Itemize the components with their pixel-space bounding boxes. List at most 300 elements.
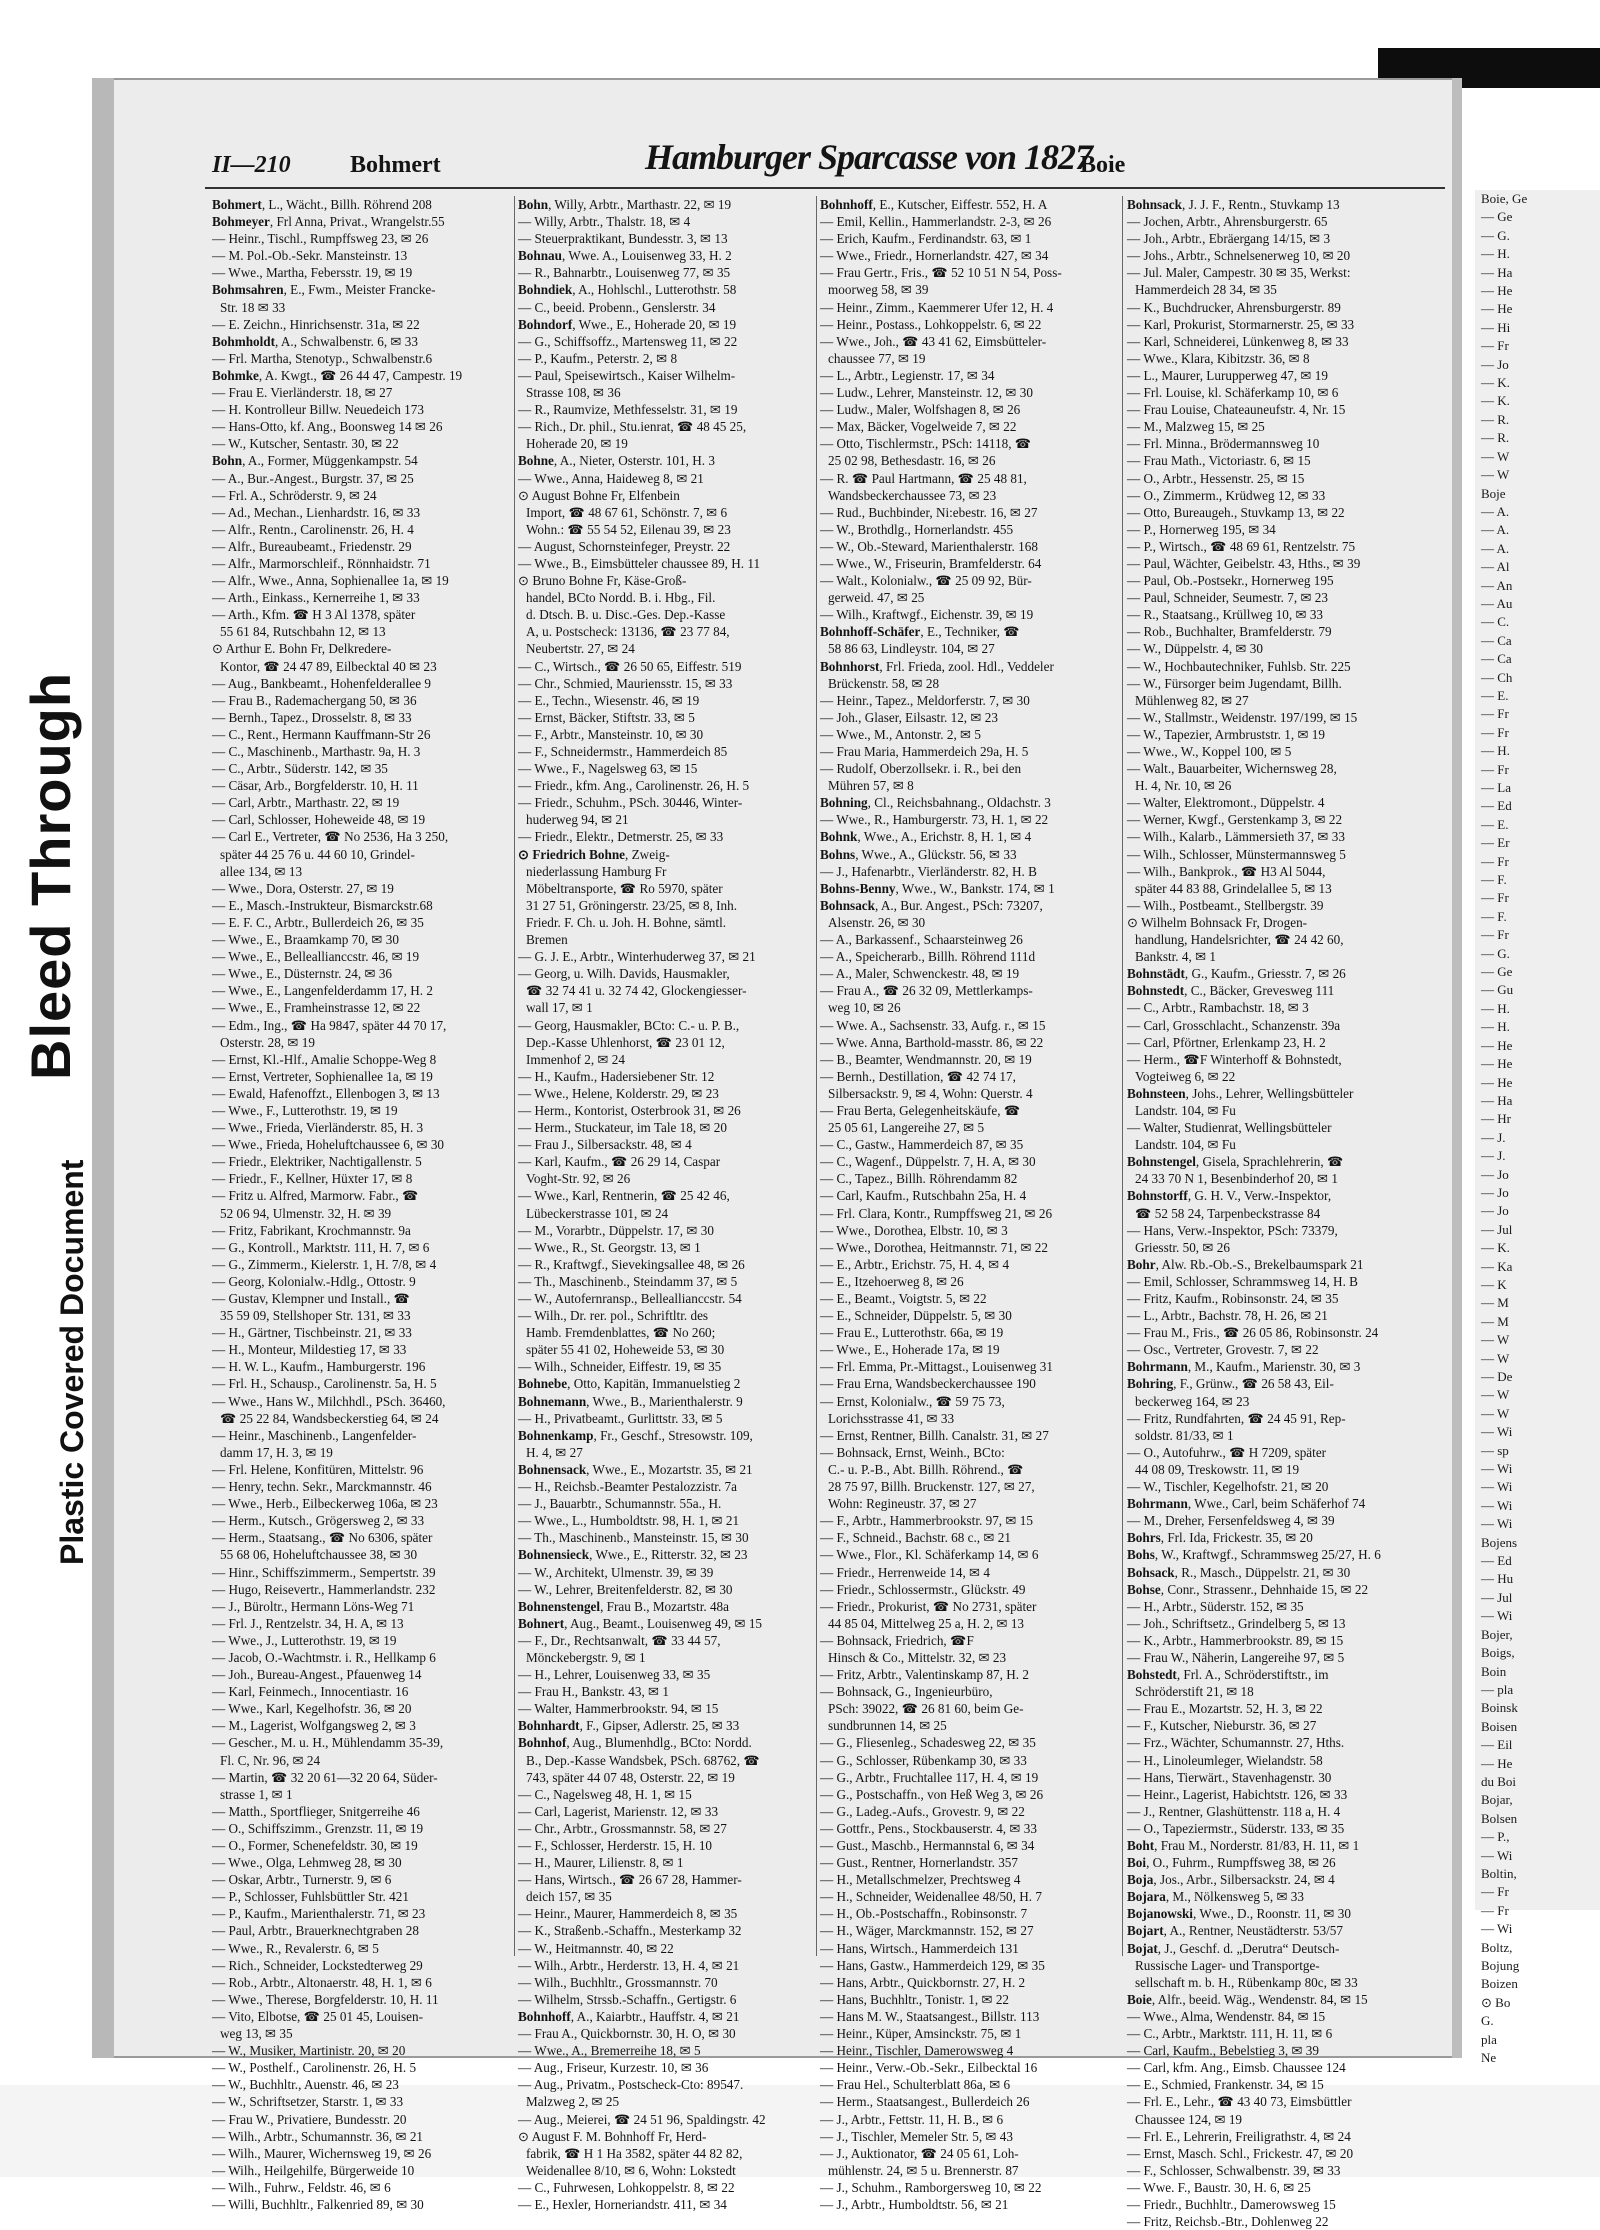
header-rule (205, 187, 1445, 189)
directory-entry-line: Möbeltransporte, ☎ Ro 5970, später (526, 880, 723, 896)
next-page-line: — F. (1481, 908, 1507, 924)
directory-entry-line: Bohnhardt, F., Gipser, Adlerstr. 25, ✉ 33 (518, 1718, 740, 1734)
directory-entry-line: Bojanowski, Wwe., D., Roonstr. 11, ✉ 30 (1127, 1906, 1351, 1922)
next-page-line: Boie, Ge (1481, 191, 1528, 206)
next-page-line: — H. (1481, 743, 1510, 759)
directory-entry-line: — G., Schlosser, Rübenkamp 30, ✉ 33 (820, 1752, 1027, 1768)
directory-entry-line: — Frz., Wächter, Schumannstr. 27, Hths. (1127, 1735, 1345, 1751)
directory-entry-line: Osterstr. 28, ✉ 19 (220, 1034, 315, 1050)
directory-entry-line: 55 68 06, Hoheluftchaussee 38, ✉ 30 (220, 1547, 418, 1563)
directory-entry-line: mühlenstr. 24, ✉ 5 u. Brennerstr. 87 (828, 2162, 1019, 2178)
directory-entry-line: — H., Arbtr., Süderstr. 152, ✉ 35 (1127, 1598, 1304, 1614)
directory-entry-line: später 44 25 76 u. 44 60 10, Grindel- (220, 846, 415, 862)
directory-entry-line: Lorichsstrasse 41, ✉ 33 (828, 1410, 955, 1426)
directory-entry-line: — Oskar, Arbtr., Turnerstr. 9, ✉ 6 (212, 1872, 392, 1888)
directory-entry-line: — Frl. J., Rentzelstr. 34, H. A, ✉ 13 (212, 1615, 404, 1631)
directory-entry-line: — Frau E., Mozartstr. 52, H. 3, ✉ 22 (1127, 1701, 1323, 1717)
directory-entry-line: Voght-Str. 92, ✉ 26 (526, 1171, 631, 1187)
directory-entry-line: — Walt., Bauarbeiter, Wichernsweg 28, (1127, 761, 1337, 777)
directory-entry-line: — Arth., Einkass., Kernerreihe 1, ✉ 33 (212, 590, 420, 606)
next-page-line: — J. (1481, 1148, 1506, 1164)
directory-entry-line: 25 05 61, Langereihe 27, ✉ 5 (828, 1120, 985, 1136)
directory-entry-line: Bohmert, L., Wächt., Billh. Röhrend 208 (212, 197, 432, 212)
directory-entry-line: — Ernst, Bäcker, Stiftstr. 33, ✉ 5 (518, 709, 695, 725)
directory-entry-line: — Frl. Clara, Kontr., Rumpffsweg 21, ✉ 26 (820, 1205, 1053, 1221)
directory-entry-line: — H., Gärtner, Tischbeinstr. 21, ✉ 33 (212, 1325, 412, 1341)
directory-entry-line: 25 02 98, Bethesdastr. 16, ✉ 26 (828, 453, 996, 469)
directory-entry-line: — Wwe., Dorothea, Elbstr. 10, ✉ 3 (820, 1222, 1008, 1238)
directory-entry-line: — E. F. C., Arbtr., Bullerdeich 26, ✉ 35 (212, 914, 424, 930)
directory-entry-line: Bojart, A., Rentner, Neustädterstr. 53/57 (1127, 1923, 1343, 1939)
directory-entry-line: später 55 41 02, Hoheweide 53, ✉ 30 (526, 1342, 725, 1358)
directory-entry-line: Bohr, Alw. Rb.-Ob.-S., Brekelbaumspark 21 (1127, 1256, 1364, 1272)
directory-entry-line: — Wwe., R., Hamburgerstr. 73, H. 1, ✉ 22 (820, 812, 1049, 828)
directory-entry-line: sellschaft m. b. H., Rübenkamp 80c, ✉ 33 (1135, 1974, 1358, 1990)
next-page-line: — De (1481, 1369, 1513, 1384)
directory-entry-line: 31 27 51, Gröningerstr. 23/25, ✉ 8, Inh. (526, 897, 738, 913)
directory-entry-line: — Gustav, Klempner und Install., ☎ (212, 1291, 410, 1306)
directory-entry-line: — Frau M., Fris., ☎ 26 05 86, Robinsonstr. 24 (1127, 1325, 1379, 1341)
directory-entry-line: Mühren 57, ✉ 8 (828, 778, 914, 794)
directory-entry-line: — O., Former, Schenefeldstr. 30, ✉ 19 (212, 1838, 418, 1853)
directory-entry-line: — Friedr., F., Kellner, Hüxter 17, ✉ 8 (212, 1171, 413, 1187)
page-gutter-left (92, 78, 114, 2058)
directory-entry-line: niederlassung Hamburg Fr (526, 863, 667, 879)
directory-entry-line: — W., Brothdlg., Hornerlandstr. 455 (820, 521, 1014, 537)
directory-entry-line: weg 10, ✉ 26 (828, 1000, 901, 1016)
directory-entry-line: — Ernst, Rentner, Billh. Canalstr. 31, ✉ 27 (820, 1427, 1049, 1443)
directory-entry-line: — G., Zimmerm., Kielerstr. 1, H. 7/8, ✉ 4 (212, 1256, 437, 1272)
next-page-line: — He (1481, 1074, 1513, 1090)
directory-entry-line: — Karl, Schneiderei, Lünkenweg 8, ✉ 33 (1127, 333, 1349, 349)
directory-entry-line: — Fritz, Arbtr., Valentinskamp 87, H. 2 (820, 1667, 1029, 1683)
directory-entry-line: — E., Beamt., Voigtstr. 5, ✉ 22 (820, 1291, 987, 1306)
next-page-line: — E. (1481, 687, 1509, 703)
directory-entry-line: Import, ☎ 48 67 61, Schönstr. 7, ✉ 6 (526, 504, 728, 520)
next-page-line: — He (1481, 301, 1513, 317)
directory-entry-line: — Wilh., Dr. rer. pol., Schriftltr. des (518, 1308, 709, 1324)
directory-entry-line: B., Dep.-Kasse Wandsbek, PSch. 68762, ☎ (526, 1752, 760, 1768)
directory-entry-line: — C., Arbtr., Marktstr. 111, H. 11, ✉ 6 (1127, 2026, 1333, 2042)
directory-entry-line: — Aug., Privatm., Postscheck-Cto: 89547. (518, 2077, 744, 2093)
directory-entry-line: Bohnhoff-Schäfer, E., Techniker, ☎ (820, 624, 1020, 640)
directory-entry-line: — Wwe., E., Braamkamp 70, ✉ 30 (212, 932, 399, 948)
directory-entry-line: — H. W. L., Kaufm., Hamburgerstr. 196 (212, 1359, 426, 1375)
directory-entry-line: allee 134, ✉ 13 (220, 863, 303, 879)
directory-entry-line: — O., Zimmerm., Krüdweg 12, ✉ 33 (1127, 487, 1326, 503)
directory-entry-line: Bohnensack, Wwe., E., Mozartstr. 35, ✉ 21 (518, 1461, 753, 1477)
next-page-line: — A. (1481, 522, 1510, 538)
directory-entry-line: Bohs, W., Kraftwgf., Schrammsweg 25/27, H. 6 (1127, 1547, 1381, 1563)
directory-entry-line: — Friedr., Elektriker, Nachtigallenstr. 5 (212, 1154, 422, 1170)
directory-entry-line: — Wwe., J., Lutterothstr. 19, ✉ 19 (212, 1632, 397, 1648)
next-page-line: — W (1481, 1332, 1510, 1348)
directory-entry-line: — Heinr., Postass., Lohkoppelstr. 6, ✉ 22 (820, 316, 1042, 332)
directory-entry-line: — P., Kaufm., Peterstr. 2, ✉ 8 (518, 350, 678, 366)
directory-entry-line: — L., Maurer, Lurupperweg 47, ✉ 19 (1127, 367, 1328, 383)
directory-entry-line: — K., Buchdrucker, Ahrensburgerstr. 89 (1127, 299, 1341, 315)
next-page-line: — An (1481, 577, 1513, 593)
directory-entry-line: — Wwe., Herb., Eilbeckerweg 106a, ✉ 23 (212, 1496, 438, 1512)
directory-entry-line: — Wwe., Helene, Kolderstr. 29, ✉ 23 (518, 1085, 719, 1101)
directory-entry-line: — L., Arbtr., Legienstr. 17, ✉ 34 (820, 367, 995, 383)
directory-entry-line: — C., Fuhrwesen, Lohkoppelstr. 8, ✉ 22 (518, 2179, 735, 2195)
directory-entry-line: — Bernh., Tapez., Drosselstr. 8, ✉ 33 (212, 709, 412, 725)
directory-entry-line: — Johs., Arbtr., Schnelsenerweg 10, ✉ 20 (1127, 248, 1351, 264)
directory-entry-line: Bohne, A., Nieter, Osterstr. 101, H. 3 (518, 453, 715, 469)
directory-entry-line: — P., Schlosser, Fuhlsbüttler Str. 421 (212, 1889, 409, 1905)
directory-entry-line: — Wwe., F., Nagelsweg 63, ✉ 15 (518, 761, 698, 777)
directory-entry-line: — Ad., Mechan., Lienhardstr. 16, ✉ 33 (212, 504, 421, 520)
directory-entry-line: — Steuerpraktikant, Bundesstr. 3, ✉ 13 (518, 231, 728, 247)
directory-entry-line: — Alfr., Rentn., Carolinenstr. 26, H. 4 (212, 521, 414, 537)
directory-entry-line: ⊙ August F. M. Bohnhoff Fr, Herd- (518, 2128, 707, 2144)
directory-entry-line: — E., Masch.-Instrukteur, Bismarckstr.68 (212, 897, 433, 913)
next-page-line: du Boi (1481, 1773, 1517, 1789)
directory-entry-line: beckerweg 164, ✉ 23 (1135, 1393, 1250, 1409)
directory-entry-line: Boi, O., Fuhrm., Rumpffsweg 38, ✉ 26 (1127, 1855, 1336, 1871)
directory-entry-line: — Hans, Arbtr., Quickbornstr. 27, H. 2 (820, 1974, 1026, 1990)
directory-entry-line: — Wwe., L., Humboldtstr. 98, H. 1, ✉ 21 (518, 1513, 740, 1529)
directory-entry-line: Bohnhof, Aug., Blumenhdlg., BCto: Nordd. (518, 1735, 752, 1751)
directory-entry-line: Bankstr. 4, ✉ 1 (1135, 949, 1217, 965)
directory-entry-line: Bohndiek, A., Hohlschl., Lutterothstr. 58 (518, 282, 737, 298)
directory-entry-line: — Frau Math., Victoriastr. 6, ✉ 15 (1127, 453, 1311, 469)
directory-entry-line: — H., Privatbeamt., Gurlittstr. 33, ✉ 5 (518, 1410, 723, 1426)
directory-entry-line: — August, Schornsteinfeger, Preystr. 22 (518, 538, 731, 554)
directory-entry-line: — Friedr., Prokurist, ☎ No 2731, später (820, 1598, 1037, 1614)
directory-entry-line: — Karl, Kaufm., ☎ 26 29 14, Caspar (518, 1154, 721, 1170)
next-page-line: — Hi (1481, 319, 1511, 335)
directory-entry-line: PSch: 39022, ☎ 26 81 60, beim Ge- (828, 1701, 1024, 1717)
next-page-line: — Eil (1481, 1737, 1513, 1753)
directory-entry-line: — P., Hornerweg 195, ✉ 34 (1127, 521, 1276, 537)
next-page-line: Boizen (1481, 1976, 1518, 1992)
directory-entry-line: — Friedr., Schuhm., PSch. 30446, Winter- (518, 795, 743, 811)
directory-entry-line: Hoherade 20, ✉ 19 (526, 436, 628, 452)
directory-entry-line: — Jochen, Arbtr., Ahrensburgerstr. 65 (1127, 214, 1328, 230)
directory-entry-line: — Wwe., Hans W., Milchhdl., PSch. 36460, (212, 1393, 446, 1409)
directory-entry-line: — Gust., Maschb., Hermannstal 6, ✉ 34 (820, 1838, 1035, 1853)
directory-entry-line: ⊙ August Bohne Fr, Elfenbein (518, 487, 680, 503)
directory-entry-line: — K., Straßenb.-Schaffn., Mesterkamp 32 (518, 1923, 742, 1939)
directory-entry-line: — W., Düppelstr. 4, ✉ 30 (1127, 641, 1263, 657)
next-page-line: — He (1481, 1037, 1513, 1053)
directory-entry-line: — F., Schneid., Bachstr. 68 c., ✉ 21 (820, 1530, 1011, 1546)
next-page-line: — Fr (1481, 1884, 1509, 1900)
directory-entry-line: — Wilh., Arbtr., Herderstr. 13, H. 4, ✉ 21 (518, 1957, 740, 1973)
directory-entry-line: — Frau B., Rademachergang 50, ✉ 36 (212, 692, 417, 708)
directory-entry-line: — Hans, Buchhltr., Tonistr. 1, ✉ 22 (820, 1991, 1010, 2007)
directory-entry-line: Bohsack, R., Masch., Düppelstr. 21, ✉ 30 (1127, 1564, 1351, 1580)
directory-entry-line: — Friedr., Herrenweide 14, ✉ 4 (820, 1564, 990, 1580)
directory-entry-line: — Walter, Elektromont., Düppelstr. 4 (1127, 795, 1325, 811)
directory-entry-line: — Wwe., Martha, Febersstr. 19, ✉ 19 (212, 265, 413, 281)
directory-entry-line: — Cäsar, Arb., Borgfelderstr. 10, H. 11 (212, 778, 419, 794)
next-page-line: — H. (1481, 246, 1510, 262)
directory-entry-line: — Alfr., Marmorschleif., Rönnhaidstr. 71 (212, 555, 431, 571)
directory-entry-line: Bohnsack, J. J. F., Rentn., Stuvkamp 13 (1127, 197, 1340, 212)
directory-entry-line: Bohmholdt, A., Schwalbenstr. 6, ✉ 33 (212, 333, 418, 349)
next-page-line: — La (1481, 780, 1511, 795)
directory-entry-line: — Frau E., Lutterothstr. 66a, ✉ 19 (820, 1325, 1004, 1341)
directory-entry-line: H. 4, ✉ 27 (526, 1444, 583, 1460)
directory-entry-line: — M., Lagerist, Wolfgangsweg 2, ✉ 3 (212, 1718, 416, 1734)
directory-entry-line: — Ludw., Maler, Wolfshagen 8, ✉ 26 (820, 402, 1021, 418)
directory-entry-line: — R., Raumvize, Methfesselstr. 31, ✉ 19 (518, 402, 738, 418)
next-page-line: — Hu (1481, 1571, 1514, 1587)
directory-entry-line: — Walter, Studienrat, Wellingsbütteler (1127, 1120, 1332, 1136)
directory-entry-line: — Rudolf, Oberzollsekr. i. R., bei den (820, 761, 1022, 777)
directory-entry-line: — Fritz, Fabrikant, Krochmannstr. 9a (212, 1222, 411, 1238)
directory-entry-line: — Wwe., E., Hoherade 17a, ✉ 19 (820, 1342, 1000, 1358)
directory-entry-line: Landstr. 104, ✉ Fu (1135, 1102, 1236, 1118)
next-page-line: — W (1481, 448, 1510, 464)
directory-entry-line: — Bohnsack, Friedrich, ☎F (820, 1632, 974, 1648)
directory-entry-line: — Ernst, Kl.-Hlf., Amalie Schoppe-Weg 8 (212, 1051, 437, 1067)
directory-entry-line: — Wwe. Anna, Barthold-masstr. 86, ✉ 22 (820, 1034, 1044, 1050)
directory-entry-line: — J., Hafenarbtr., Vierländerstr. 82, H. B (820, 863, 1037, 879)
next-page-line: Boisen (1481, 1718, 1518, 1734)
directory-entry-line: — H., Kaufm., Hadersiebener Str. 12 (518, 1068, 715, 1084)
directory-entry-line: — C., Tapez., Billh. Röhrendamm 82 (820, 1171, 1018, 1187)
next-page-line: — sp (1481, 1442, 1509, 1458)
next-page-line: Boin (1481, 1663, 1507, 1679)
directory-entry-line: — Wwe., Klara, Kibitzstr. 36, ✉ 8 (1127, 350, 1310, 366)
directory-entry-line: — Werner, Kwgf., Gerstenkamp 3, ✉ 22 (1127, 812, 1343, 828)
directory-entry-line: huderweg 94, ✉ 21 (526, 812, 629, 828)
directory-entry-line: chaussee 77, ✉ 19 (828, 350, 926, 366)
directory-entry-line: ☎ 32 74 41 u. 32 74 42, Glockengiesser- (526, 983, 747, 999)
directory-entry-line: deich 157, ✉ 35 (526, 1889, 612, 1905)
directory-entry-line: — Joh., Bureau-Angest., Pfauenweg 14 (212, 1667, 422, 1683)
directory-entry-line: — Max, Bäcker, Vogelweide 7, ✉ 22 (820, 419, 1017, 435)
directory-entry-line: — Heinr., Maurer, Hammerdeich 8, ✉ 35 (518, 1906, 738, 1922)
next-page-line: — Au (1481, 595, 1513, 611)
directory-entry-line: — P., Kaufm., Marienthalerstr. 71, ✉ 23 (212, 1906, 426, 1922)
directory-entry-line: — H., Reichsb.-Beamter Pestalozzistr. 7a (518, 1479, 738, 1495)
directory-entry-line: Bohnsteen, Johs., Lehrer, Wellingsbütteler (1127, 1085, 1354, 1101)
directory-entry-line: Bohnau, Wwe. A., Louisenweg 33, H. 2 (518, 248, 732, 264)
directory-entry-line: — J., Schuhm., Ramborgersweg 10, ✉ 22 (820, 2179, 1042, 2195)
directory-entry-line: — A., Speicherarb., Billh. Röhrend 111d (820, 949, 1036, 965)
directory-entry-line: — Wwe., M., Antonstr. 2, ✉ 5 (820, 726, 981, 742)
directory-entry-line: Bojat, J., Geschf. d. „Derutra“ Deutsch- (1127, 1940, 1340, 1956)
directory-entry-line: — Karl, Feinmech., Innocentiastr. 16 (212, 1684, 409, 1700)
directory-entry-line: wall 17, ✉ 1 (526, 1000, 593, 1016)
directory-entry-line: — Wilh., Kraftwgf., Eichenstr. 39, ✉ 19 (820, 607, 1034, 623)
directory-entry-line: — J., Tischler, Memeler Str. 5, ✉ 43 (820, 2128, 1013, 2144)
directory-entry-line: — Heinr., Tischl., Rumpffsweg 23, ✉ 26 (212, 231, 429, 247)
directory-entry-line: Wohn: Regineustr. 37, ✉ 27 (828, 1496, 977, 1512)
directory-entry-line: Bohse, Conr., Strassenr., Dehnhaide 15, ✉ 22 (1127, 1581, 1369, 1597)
directory-entry-line: — Willy, Arbtr., Thalstr. 18, ✉ 4 (518, 214, 691, 230)
directory-entry-line: Bohning, Cl., Reichsbahnang., Oldachstr. 3 (820, 795, 1051, 811)
directory-entry-line: — Karl, Prokurist, Stormarnerstr. 25, ✉ 33 (1127, 316, 1355, 332)
directory-entry-line: — Frl. Helene, Konfitüren, Mittelstr. 96 (212, 1461, 424, 1477)
directory-entry-line: — Wwe., R., Revalerstr. 6, ✉ 5 (212, 1940, 379, 1956)
directory-entry-line: — Wilh., Schlosser, Münstermannsweg 5 (1127, 846, 1346, 862)
directory-entry-line: — Carl E., Vertreter, ☎ No 2536, Ha 3 250, (212, 829, 449, 845)
directory-entry-line: moorweg 58, ✉ 39 (828, 282, 929, 298)
directory-entry-line: Bohn, A., Former, Müggenkampstr. 54 (212, 453, 418, 469)
directory-entry-line: — Frau Louise, Chateauneufstr. 4, Nr. 15 (1127, 402, 1346, 418)
directory-entry-line: Boie, Alfr., beeid. Wäg., Wendenstr. 84, ✉ 15 (1127, 1991, 1368, 2007)
directory-entry-line: — Hans, Wirtsch., Hammerdeich 131 (820, 1940, 1019, 1956)
directory-entry-line: Bohnstedt, C., Bäcker, Grevesweg 111 (1127, 983, 1335, 999)
directory-entry-line: — Martin, ☎ 32 20 61—32 20 64, Süder- (212, 1769, 438, 1785)
directory-entry-line: — Wilh., Arbtr., Schumannstr. 36, ✉ 21 (212, 2128, 424, 2144)
directory-entry-line: — Chr., Arbtr., Grossmannstr. 58, ✉ 27 (518, 1820, 727, 1836)
directory-entry-line: — R., Kraftwgf., Sievekingsallee 48, ✉ 26 (518, 1256, 745, 1272)
directory-entry-line: — Walt., Kolonialw., ☎ 25 09 92, Bür- (820, 573, 1032, 589)
directory-entry-line: ⊙ Friedrich Bohne, Zweig- (518, 846, 670, 862)
directory-entry-line: — Frau H., Bankstr. 43, ✉ 1 (518, 1684, 669, 1700)
directory-entry-line: — Wwe., A., Bremerreihe 18, ✉ 5 (518, 2043, 701, 2059)
directory-entry-line: Brückenstr. 58, ✉ 28 (828, 675, 940, 691)
directory-entry-line: — W., Heitmannstr. 40, ✉ 22 (518, 1940, 674, 1956)
directory-entry-line: Landstr. 104, ✉ Fu (1135, 1137, 1236, 1153)
directory-entry-line: — Friedr., Schlossermstr., Glückstr. 49 (820, 1581, 1026, 1597)
directory-entry-line: — Hans, Verw.-Inspektor, PSch: 73379, (1127, 1222, 1338, 1238)
next-page-line: Bojar, (1481, 1792, 1513, 1808)
next-page-line: — Wi (1481, 1921, 1513, 1937)
directory-entry-line: — H., Ob.-Postschaffn., Robinsonstr. 7 (820, 1906, 1028, 1922)
directory-entry-line: — Henry, techn. Sekr., Marckmannstr. 46 (212, 1479, 432, 1495)
directory-entry-line: Wohn.: ☎ 55 54 52, Eilenau 39, ✉ 23 (526, 521, 731, 537)
directory-entry-line: Mönckebergstr. 9, ✉ 1 (526, 1649, 646, 1665)
column-divider (1122, 196, 1123, 1956)
next-page-line: — Er (1481, 835, 1510, 851)
directory-entry-line: — Frl. Martha, Stenotyp., Schwalbenstr.6 (212, 350, 433, 366)
directory-entry-line: — Frau Gertr., Fris., ☎ 52 10 51 N 54, Poss- (820, 265, 1062, 281)
directory-entry-line: — Heinr., Tischler, Damerowsweg 4 (820, 2043, 1014, 2059)
directory-entry-line: d. Dtsch. B. u. Disc.-Ges. Dep.-Kasse (526, 607, 726, 623)
directory-entry-line: — Alfr., Bureaubeamt., Friedenstr. 29 (212, 538, 412, 554)
directory-entry-line: — Carl, Kaufm., Bebelstieg 3, ✉ 39 (1127, 2043, 1319, 2059)
directory-entry-line: Mühlenweg 82, ✉ 27 (1135, 692, 1249, 708)
directory-entry-line: Str. 18 ✉ 33 (220, 299, 286, 315)
directory-entry-line: — Carl, Arbtr., Marthastr. 22, ✉ 19 (212, 795, 400, 811)
directory-entry-line: — Paul, Speisewirtsch., Kaiser Wilhelm- (518, 367, 736, 383)
directory-entry-line: — M., Dreher, Fersenfeldsweg 4, ✉ 39 (1127, 1513, 1335, 1529)
directory-entry-line: Boja, Jos., Arbr., Silbersackstr. 24, ✉ 4 (1127, 1872, 1335, 1888)
directory-entry-line: — O., Arbtr., Hessenstr. 25, ✉ 15 (1127, 470, 1305, 486)
next-page-line: — Wi (1481, 1461, 1513, 1477)
directory-entry-line: — O., Autofuhrw., ☎ H 7209, später (1127, 1444, 1327, 1460)
next-page-line: — pla (1481, 1681, 1514, 1697)
directory-entry-line: — Frau A., ☎ 26 32 09, Mettlerkamps- (820, 983, 1033, 999)
directory-entry-line: Bohnsack, A., Bur. Angest., PSch: 73207, (820, 897, 1043, 913)
directory-entry-line: — Wilhelm, Strssb.-Schaffn., Gertigstr. 6 (518, 1991, 737, 2007)
next-page-line: pla (1481, 2031, 1497, 2047)
next-page-line: — H. (1481, 1000, 1510, 1016)
next-page-line: Boje (1481, 485, 1506, 501)
directory-entry-line: handlung, Handelsrichter, ☎ 24 42 60, (1135, 932, 1344, 948)
directory-entry-line: — Wwe., E., Düsternstr. 24, ✉ 36 (212, 966, 393, 982)
directory-entry-line: — M., Malzweg 15, ✉ 25 (1127, 419, 1265, 435)
directory-entry-line: — Frl. E., Lehr., ☎ 43 40 73, Eimsbüttler (1127, 2094, 1352, 2110)
directory-entry-line: — Joh., Arbtr., Ebräergang 14/15, ✉ 3 (1127, 231, 1331, 247)
directory-entry-line: — Wilh., Buchhltr., Grossmannstr. 70 (518, 1974, 718, 1990)
directory-entry-line: — Wilh., Bankprok., ☎ H3 Al 5044, (1127, 863, 1326, 879)
directory-entry-line: — Hans, Tierwärt., Stavenhagenstr. 30 (1127, 1769, 1332, 1785)
directory-entry-line: 35 59 09, Stellshoper Str. 131, ✉ 33 (220, 1308, 411, 1324)
directory-entry-line: Neubertstr. 27, ✉ 24 (526, 641, 635, 657)
directory-entry-line: weg 13, ✉ 35 (220, 2026, 293, 2042)
next-page-line: Bojens (1481, 1534, 1518, 1550)
directory-entry-line: — G., Kontroll., Marktstr. 111, H. 7, ✉ 6 (212, 1239, 430, 1255)
directory-entry-line: — G., Schiffsoffz., Martensweg 11, ✉ 22 (518, 333, 738, 349)
directory-entry-line: — Frau Maria, Hammerdeich 29a, H. 5 (820, 744, 1029, 759)
directory-entry-line: — Rich., Schneider, Lockstedterweg 29 (212, 1957, 423, 1973)
directory-entry-line: — Carl, Grosschlacht., Schanzenstr. 39a (1127, 1017, 1341, 1033)
directory-entry-line: — Erich, Kaufm., Ferdinandstr. 63, ✉ 1 (820, 231, 1032, 247)
directory-entry-line: — F., Schlosser, Schwalbenstr. 39, ✉ 33 (1127, 2162, 1341, 2178)
directory-entry-line: Bohnhorst, Frl. Frieda, zool. Hdl., Veddeler (820, 658, 1054, 674)
directory-entry-line: — R., Staatsang., Krüllweg 10, ✉ 33 (1127, 607, 1324, 623)
directory-entry-line: ☎ 52 58 24, Tarpenbeckstrasse 84 (1135, 1205, 1321, 1221)
directory-entry-line: — F., Schlosser, Herderstr. 15, H. 10 (518, 1838, 713, 1853)
next-page-line: — Hr (1481, 1111, 1511, 1127)
directory-entry-line: — Osc., Vertreter, Grovestr. 7, ✉ 22 (1127, 1342, 1319, 1358)
directory-entry-line: — Wwe., Frieda, Vierländerstr. 85, H. 3 (212, 1120, 424, 1136)
directory-entry-line: — Heinr., Lagerist, Habichtstr. 126, ✉ 33 (1127, 1786, 1348, 1802)
next-page-line: — Wi (1481, 1608, 1513, 1624)
directory-entry-line: — A., Barkassenf., Schaarsteinweg 26 (820, 932, 1023, 948)
next-page-line: Boigs, (1481, 1645, 1515, 1661)
directory-entry-line: — Wilh., Kalarb., Lämmersieth 37, ✉ 33 (1127, 829, 1345, 845)
directory-entry-line: Wandsbeckerchaussee 73, ✉ 23 (828, 487, 997, 503)
directory-entry-line: — H., Linoleumleger, Wielandstr. 58 (1127, 1752, 1323, 1768)
directory-entry-line: Hinsch & Co., Mittelstr. 32, ✉ 23 (828, 1649, 1007, 1665)
directory-entry-line: Fl. C, Nr. 96, ✉ 24 (220, 1752, 321, 1768)
directory-entry-line: — Hugo, Reisevertr., Hammerlandstr. 232 (212, 1581, 436, 1597)
header-advert-title: Hamburger Sparcasse von 1827 (645, 137, 1093, 177)
directory-entry-line: — Frau W., Näherin, Langereihe 97, ✉ 5 (1127, 1649, 1345, 1665)
next-page-line: — Fr (1481, 927, 1509, 943)
directory-entry-line: — F., Dr., Rechtsanwalt, ☎ 33 44 57, (518, 1632, 721, 1648)
directory-entry-line: Bohrs, Frl. Ida, Frickestr. 35, ✉ 20 (1127, 1530, 1313, 1546)
next-page-line: — W (1481, 467, 1510, 483)
directory-entry-line: — L., Arbtr., Bachstr. 78, H. 26, ✉ 21 (1127, 1308, 1328, 1324)
next-page-line: Bojer, (1481, 1626, 1513, 1642)
directory-entry-line: Bohmeyer, Frl Anna, Privat., Wrangelstr.55 (212, 214, 445, 230)
next-page-fragment (1475, 190, 1600, 2066)
next-page-line: — Jo (1481, 356, 1509, 372)
next-page-line: — P., (1481, 1829, 1510, 1845)
directory-entry-line: ⊙ Bruno Bohne Fr, Käse-Groß- (518, 573, 687, 589)
next-page-line: — J. (1481, 1129, 1506, 1145)
directory-entry-line: Bohnert, Aug., Beamt., Louisenweg 49, ✉ 15 (518, 1615, 763, 1631)
directory-entry-line: — W., Ob.-Steward, Marienthalerstr. 168 (820, 538, 1038, 554)
directory-entry-line: Bohmke, A. Kwgt., ☎ 26 44 47, Campestr. 19 (212, 367, 463, 383)
directory-entry-line: — E., Arbtr., Erichstr. 75, H. 4, ✉ 4 (820, 1256, 1010, 1272)
directory-entry-line: — Edm., Ing., ☎ Ha 9847, später 44 70 17, (212, 1017, 447, 1033)
directory-entry-line: Bohns, Wwe., A., Glückstr. 56, ✉ 33 (820, 846, 1017, 862)
directory-entry-line: — Ewald, Hafenoffzt., Ellenbogen 3, ✉ 13 (212, 1085, 440, 1101)
next-page-line: — Ge (1481, 209, 1513, 225)
next-page-line: ⊙ Bo (1481, 1994, 1511, 2010)
directory-entry-line: — Hans M. W., Staatsangest., Billstr. 113 (820, 2008, 1040, 2024)
next-page-line: — R. (1481, 430, 1510, 446)
directory-entry-line: — J., Büroltr., Hermann Löns-Weg 71 (212, 1598, 415, 1614)
directory-entry-line: — Paul, Schneider, Seumestr. 7, ✉ 23 (1127, 590, 1328, 606)
next-page-line: — Jo (1481, 1166, 1509, 1182)
directory-entry-line: — Jul. Maler, Campestr. 30 ✉ 35, Werkst: (1127, 265, 1351, 281)
directory-entry-line: — C., Arbtr., Rambachstr. 18, ✉ 3 (1127, 1000, 1309, 1016)
directory-entry-line: — Frau J., Silbersackstr. 48, ✉ 4 (518, 1137, 692, 1153)
